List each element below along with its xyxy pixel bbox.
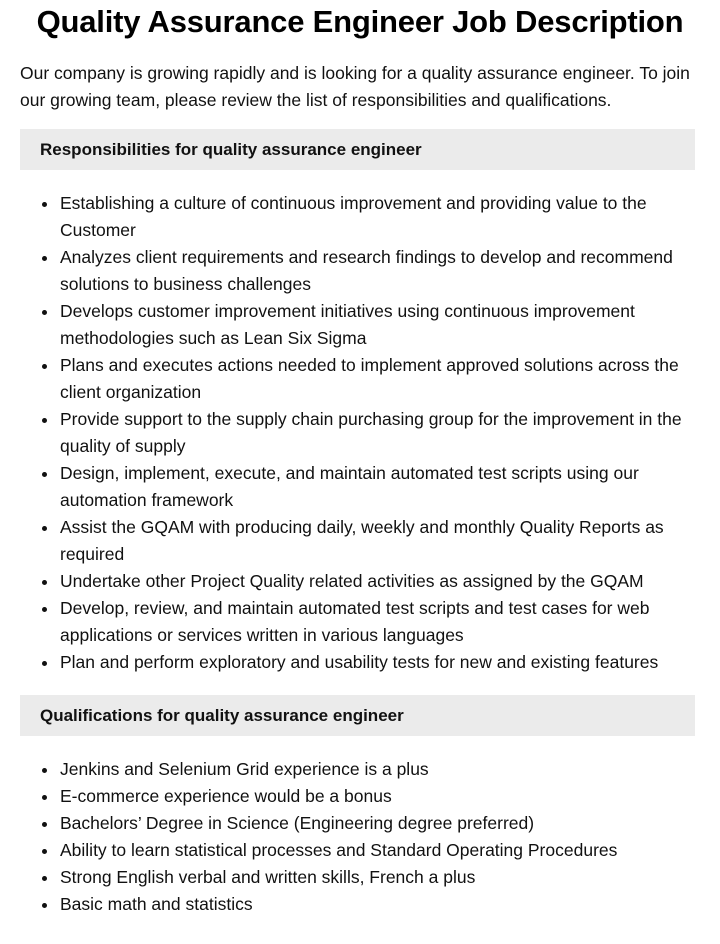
list-item-text: Plan and perform exploratory and usability tests for new and existing features [60, 652, 659, 672]
list-item-text: Basic math and statistics [60, 894, 253, 914]
list-item [20, 649, 705, 676]
list-item-text: Establishing a culture of continuous improvement and providing value to the Customer [60, 193, 647, 240]
bullet-icon [42, 256, 47, 261]
list-item-text: Ability to learn statistical processes and Standard Operating Procedures [60, 840, 618, 860]
list-item-text: Develop, review, and maintain automated test scripts and test cases for web applications or services written in various languages [60, 598, 650, 645]
list-item [20, 244, 705, 298]
list-item-text: Bachelors’ Degree in Science (Engineering degree preferred) [60, 813, 535, 833]
list-item [20, 406, 705, 460]
list-item-text: Design, implement, execute, and maintain automated test scripts using our automation framework [60, 463, 639, 510]
list-item-text: Jenkins and Selenium Grid experience is a plus [60, 759, 429, 779]
qualifications-list [20, 756, 705, 918]
bullet-icon [42, 768, 47, 773]
bullet-icon [42, 876, 47, 881]
page-title: Quality Assurance Engineer Job Description [36, 4, 684, 39]
bullet-icon [42, 364, 47, 369]
list-item-text: Plans and executes actions needed to implement approved solutions across the client organization [60, 355, 679, 402]
intro-paragraph: Our company is growing rapidly and is looking for a quality assurance engineer. To join our growing team, please review the list of responsibilities and qualifications. [20, 63, 690, 110]
responsibilities-section-header [20, 129, 695, 170]
bullet-icon [42, 607, 47, 612]
list-item [20, 864, 705, 891]
list-item [20, 514, 705, 568]
list-item [20, 460, 705, 514]
list-item-text: Provide support to the supply chain purchasing group for the improvement in the quality of supply [60, 409, 682, 456]
bullet-icon [42, 903, 47, 908]
bullet-icon [42, 310, 47, 315]
list-item [20, 190, 705, 244]
qualifications-heading: Qualifications for quality assurance engineer [40, 705, 404, 725]
responsibilities-heading: Responsibilities for quality assurance engineer [40, 139, 422, 159]
list-item-text: E-commerce experience would be a bonus [60, 786, 392, 806]
list-item [20, 352, 705, 406]
list-item [20, 298, 705, 352]
bullet-icon [42, 472, 47, 477]
list-item [20, 595, 705, 649]
bullet-icon [42, 418, 47, 423]
bullet-icon [42, 661, 47, 666]
list-item [20, 783, 705, 810]
bullet-icon [42, 849, 47, 854]
list-item [20, 837, 705, 864]
bullet-icon [42, 795, 47, 800]
list-item-text: Undertake other Project Quality related activities as assigned by the GQAM [60, 571, 644, 591]
bullet-icon [42, 580, 47, 585]
bullet-icon [42, 526, 47, 531]
list-item [20, 756, 705, 783]
qualifications-section-header [20, 695, 695, 736]
list-item [20, 891, 705, 918]
list-item-text: Develops customer improvement initiatives using continuous improvement methodologies such as Lean Six Sigma [60, 301, 635, 348]
bullet-icon [42, 822, 47, 827]
list-item-text: Strong English verbal and written skills, French a plus [60, 867, 476, 887]
list-item-text: Analyzes client requirements and research findings to develop and recommend solutions to business challenges [60, 247, 673, 294]
bullet-icon [42, 202, 47, 207]
responsibilities-list [20, 190, 705, 676]
list-item [20, 810, 705, 837]
list-item [20, 568, 705, 595]
list-item-text: Assist the GQAM with producing daily, weekly and monthly Quality Reports as required [60, 517, 664, 564]
